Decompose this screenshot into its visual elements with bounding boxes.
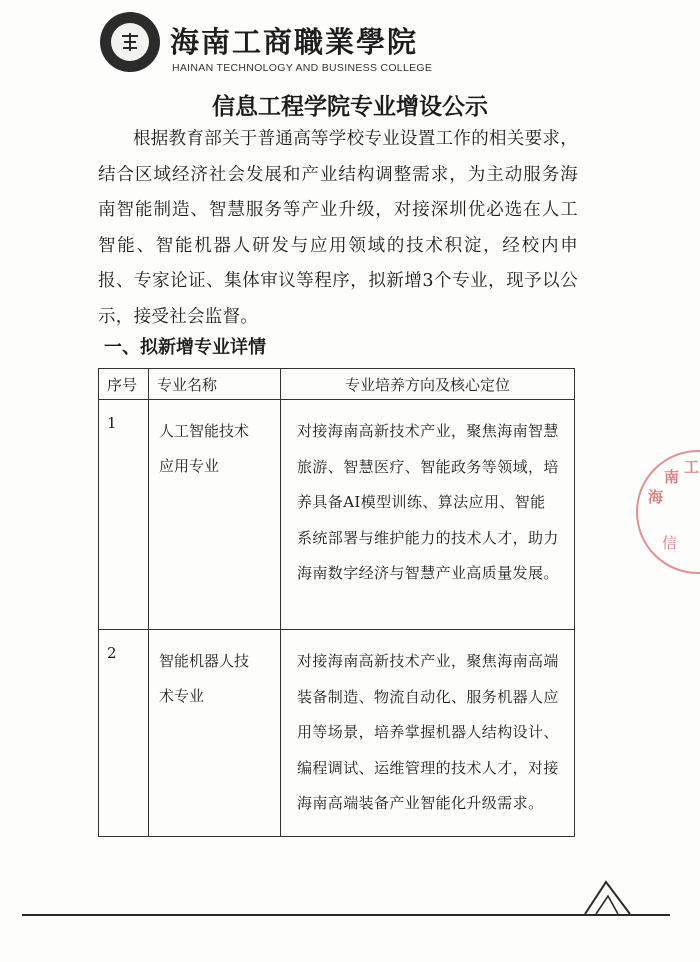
header-desc: 专业培养方向及核心定位	[281, 369, 575, 400]
majors-table	[98, 368, 575, 837]
intro-paragraph: 根据教育部关于普通高等学校专业设置工作的相关要求，结合区域经济社会发展和产业结构调整需求，为主动服务海南智能制造、智慧服务等产业升级，对接深圳优必选在人工智能、智能机器人研发与应用领域的技术积淀，经校内申报、专家论证、集体审议等程序，拟新增3个专业，现予以公示，接受社会监督。	[98, 129, 578, 327]
school-name-en: HAINAN TECHNOLOGY AND BUSINESS COLLEGE	[172, 62, 433, 74]
table-row	[99, 400, 575, 630]
college-logo-emblem	[100, 12, 160, 72]
row-num: 2	[99, 630, 149, 837]
school-name-cn: 海南工商職業學院	[170, 25, 419, 59]
row-major-desc: 对接海南高新技术产业，聚焦海南高端装备制造、物流自动化、服务机器人应用等场景，培养掌握机器人结构设计、编程调试、运维管理的技术人才，对接海南高端装备产业智能化升级需求。	[281, 630, 575, 837]
section-heading: 一、拟新增专业详情	[104, 337, 266, 358]
table-row	[99, 630, 575, 837]
header-num: 序号	[99, 369, 149, 400]
row-major-desc: 对接海南高新技术产业，聚焦海南智慧旅游、智慧医疗、智能政务等领域，培养具备AI模型训练、算法应用、智能系统部署与维护能力的技术人才，助力海南数字经济与智慧产业高质量发展。	[281, 400, 575, 630]
header-name: 专业名称	[149, 369, 281, 400]
table-header-row	[99, 369, 575, 400]
college-logo-inner	[111, 23, 149, 61]
official-seal-stamp	[636, 450, 700, 574]
footer-rule	[22, 914, 670, 916]
row-major-name: 智能机器人技术专业	[149, 630, 281, 837]
seal-char: 海	[648, 488, 664, 506]
seal-char: 工	[684, 458, 700, 476]
seal-char: 南	[664, 468, 680, 486]
seal-char: 信	[662, 534, 678, 552]
letterhead	[100, 12, 433, 76]
row-num: 1	[99, 400, 149, 630]
emblem-mark-icon	[118, 30, 142, 54]
triangle-footer-icon	[583, 878, 633, 916]
page-title: 信息工程学院专业增设公示	[212, 94, 488, 120]
row-major-name: 人工智能技术应用专业	[149, 400, 281, 630]
